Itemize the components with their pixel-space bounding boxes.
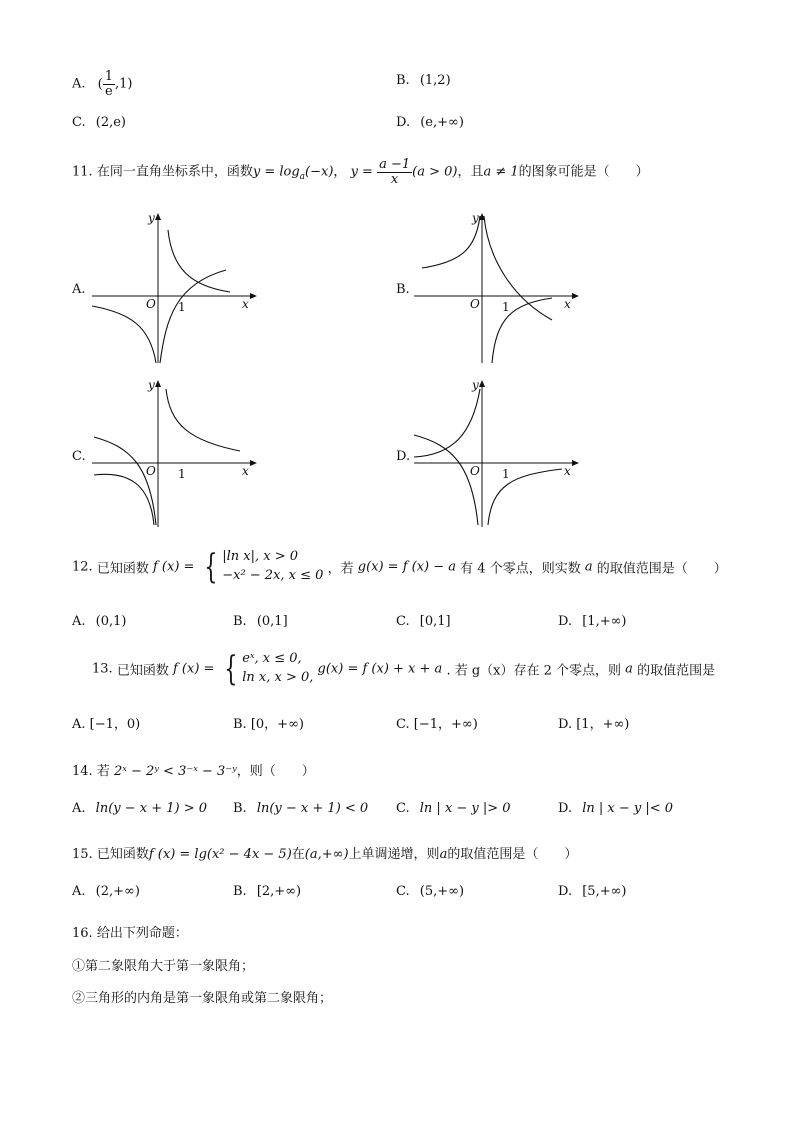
option-text: [0,1] [419,614,451,629]
option-text: (5,+∞) [419,884,465,899]
y-axis-arrow [155,380,161,387]
tick-label-1: 1 [178,300,186,314]
option-label: B. [233,614,247,629]
option-text: ln(y − x + 1) > 0 [95,801,208,816]
option-label: D. [558,884,573,899]
q10-option-a[interactable] [72,70,133,98]
q14-option-c[interactable] [396,801,511,816]
x-axis-arrow [250,460,257,466]
formula: 2ˣ − 2ʸ < 3⁻ˣ − 3⁻ʸ [113,764,237,779]
formula: y = [350,164,373,180]
option-text: (2,+∞) [95,884,140,899]
option-label: B. [233,717,247,732]
option-label: C. [396,717,410,732]
origin-label: O [470,464,480,478]
option-label: D. [558,614,573,629]
stem-text: 给出下列命题： [96,926,188,941]
option-label: A. [72,801,86,816]
graph-d-label[interactable]: D. [396,449,411,464]
case-2: ln x, x > 0, [242,669,314,685]
interval: (a,+∞) [304,847,349,862]
condition: (a > 0) [412,164,458,180]
graph-b-label[interactable]: B. [396,282,410,297]
option-text: [1，+∞) [576,717,630,732]
q10-option-c[interactable] [72,115,126,130]
question-number: 12. [72,559,93,575]
option-text: [−1，0) [89,717,141,732]
question-number: 15. [72,847,93,862]
curve-log [92,306,156,363]
stem-text: . 若 g（x）存在 2 个零点，则 [446,663,622,679]
curve-hyperbola-lower [492,298,552,363]
variable: a [625,661,633,677]
y-axis-arrow [155,213,161,220]
x-label: x [564,464,571,478]
stem-text: ，且 [457,164,484,180]
case-1: eˣ, x ≤ 0, [242,651,302,666]
option-text: (2,e) [95,115,127,130]
option-text: (1,2) [419,73,451,88]
option-open-paren: ( [97,76,103,92]
q14-option-d[interactable] [558,801,673,816]
curve-hyperbola-lower [94,474,154,525]
q15-option-b[interactable] [233,884,301,899]
stem-text: 的取值范围是（ ） [596,561,727,577]
q15-option-c[interactable] [396,884,464,899]
tick-label-1: 1 [502,467,510,481]
stem-text: ，则（ ） [236,764,315,779]
stem-text: 上单调递增，则 [348,847,440,862]
stem-text: 的取值范围是（ ） [447,847,578,862]
question-number: 16. [72,926,93,941]
option-label: B. [396,73,410,88]
x-label: x [564,297,571,311]
fraction-numerator: a −1 [379,157,411,172]
stem-text: 在同一直角坐标系中，函数 [96,164,253,180]
condition: a ≠ 1 [483,164,519,180]
graph-c-label[interactable]: C. [72,449,86,464]
stem-text: 已知函数 [96,847,149,862]
formula: g(x) = f (x) + x + a [317,661,443,677]
option-rest: ,1) [115,76,133,92]
y-label: y [148,211,155,225]
option-text: [−1，+∞) [413,717,478,732]
option-label: C. [396,884,410,899]
option-text: ln | x − y |< 0 [582,801,674,816]
piecewise [219,650,314,688]
y-label: y [148,378,155,392]
option-label: A. [72,717,86,732]
origin-label: O [146,464,156,478]
option-text: [0，+∞) [250,717,304,732]
formula-subscript: a [299,172,306,183]
formula: f (x) = [152,559,195,575]
stem-text: 的取值范围是 [637,663,716,679]
q14-stem [72,760,315,779]
graph-b[interactable] [412,208,582,368]
origin-label: O [146,297,156,311]
fraction-numerator: 1 [104,69,114,84]
q13-stem [92,650,715,688]
question-number: 13. [92,661,113,677]
curve-hyperbola-lower [160,270,226,363]
stem-text: ，若 [327,561,354,577]
q12-option-c[interactable] [396,614,451,629]
x-axis-arrow [250,293,257,299]
fraction [103,70,115,98]
graph-a[interactable] [90,208,260,368]
variable: a [439,847,448,862]
option-text: (0,1) [95,614,127,629]
q13-option-c[interactable] [396,713,478,732]
option-label: D. [558,717,573,732]
option-label: A. [72,614,86,629]
piecewise [199,548,324,586]
curve-hyperbola [168,230,230,292]
q15-option-a[interactable] [72,884,140,899]
option-label: C. [72,115,86,130]
brace-icon: { [223,648,237,689]
option-label: A. [72,884,86,899]
q16-item-1: ①第二象限角大于第一象限角； [72,959,255,974]
curve-hyperbola [166,389,240,451]
case-2: −x² − 2x, x ≤ 0 [222,567,324,583]
option-label: C. [396,801,410,816]
q12-stem [72,548,727,586]
x-label: x [242,297,249,311]
stem-text: 有 4 个零点，则实数 [460,561,581,577]
stem-text: 已知函数 [116,663,169,679]
stem-text: 已知函数 [96,561,149,577]
q13-option-d[interactable] [558,713,629,732]
option-label: A. [72,76,86,92]
option-label: B. [233,884,247,899]
curve-log [414,389,480,457]
stem-text: 若 [96,764,110,779]
q13-option-a[interactable] [72,713,140,732]
q14-option-b[interactable] [233,801,368,816]
option-label: B. [233,801,247,816]
q10-option-b[interactable] [396,73,451,88]
option-label: C. [396,614,410,629]
q14-option-a[interactable] [72,801,207,816]
graph-c[interactable] [90,375,260,535]
q15-stem [72,843,577,862]
origin-label: O [470,297,480,311]
graph-d[interactable] [412,375,582,535]
option-text: (e,+∞) [420,115,464,130]
q13-option-b[interactable] [233,713,304,732]
question-number: 11. [72,164,93,180]
y-label: y [472,211,479,225]
q12-option-d[interactable] [558,614,627,629]
question-number: 14. [72,764,93,779]
option-label: D. [396,115,411,130]
variable: a [584,559,593,575]
stem-text: 在 [291,847,305,862]
q16-item-2: ②三角形的内角是第一象限角或第二象限角； [72,991,333,1006]
formula: f (x) = lg(x² − 4x − 5) [148,847,292,862]
fraction [377,158,412,186]
option-text: ln(y − x + 1) < 0 [256,801,369,816]
curve-log [94,437,156,525]
option-label: D. [558,801,573,816]
formula: g(x) = f (x) − a [357,559,457,575]
option-text: [2,+∞) [256,884,302,899]
option-text: [5,+∞) [582,884,627,899]
q16-stem [72,922,188,941]
x-axis-arrow [572,293,579,299]
formula: y = log [252,164,300,180]
tick-label-1: 1 [178,467,186,481]
tick-label-1: 1 [502,300,510,314]
x-label: x [242,464,249,478]
q10-option-d[interactable] [396,115,464,130]
formula: f (x) = [172,661,215,677]
q11-stem [72,158,649,186]
case-1: |ln x|, x > 0 [222,549,298,564]
option-text: ln | x − y |> 0 [419,801,511,816]
q12-option-b[interactable] [233,614,288,629]
x-axis-arrow [572,460,579,466]
q12-option-a[interactable] [72,614,127,629]
option-text: (0,1] [256,614,288,629]
brace-icon: { [203,546,217,587]
formula-argument: (−x) [305,164,334,180]
y-label: y [472,378,479,392]
q15-option-d[interactable] [558,884,627,899]
fraction-denominator: x [390,171,399,187]
curve-hyperbola [484,216,552,320]
y-axis-arrow [479,380,485,387]
graph-a-label[interactable]: A. [72,282,86,297]
option-text: [1,+∞) [582,614,627,629]
curve-hyperbola [488,469,562,525]
fraction-denominator: e [105,83,113,99]
stem-text: 的图象可能是（ ） [518,164,649,180]
separator: ， [333,164,347,180]
